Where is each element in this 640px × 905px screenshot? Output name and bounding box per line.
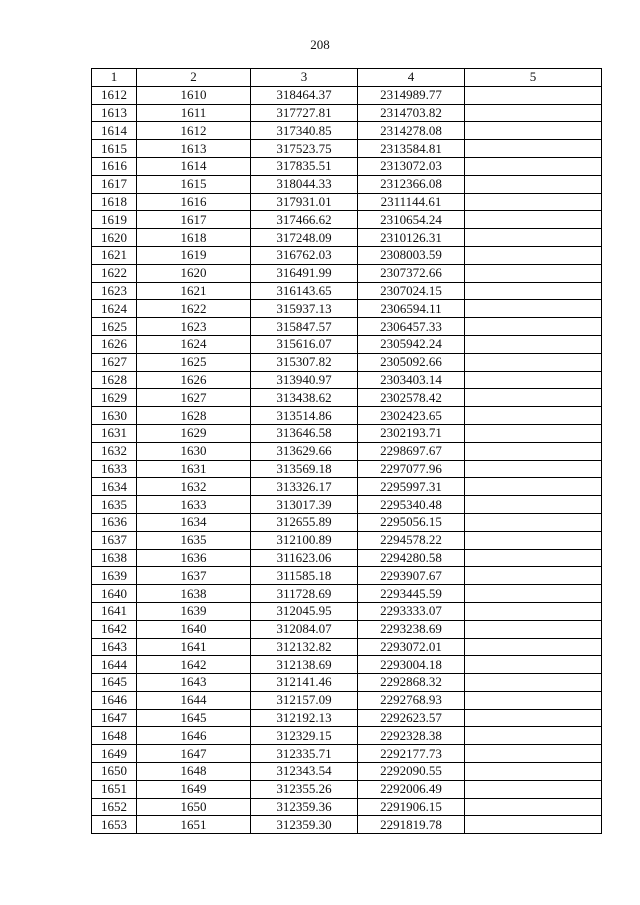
table-row [92,531,602,549]
table-cell-col-3: 312335.71 [251,745,358,763]
table-row [92,460,602,478]
table-cell-col-3: 313569.18 [251,460,358,478]
table-cell-col-2: 1620 [137,264,251,282]
table-cell-col-1: 1645 [92,674,137,692]
table-cell-col-4: 2292006.49 [358,780,465,798]
table-cell-col-3: 317931.01 [251,193,358,211]
table-cell-col-1: 1652 [92,798,137,816]
table-cell-col-5 [465,780,602,798]
table-cell-col-1: 1642 [92,620,137,638]
table-cell-col-4: 2314989.77 [358,86,465,104]
table-cell-col-5 [465,104,602,122]
table-cell-col-1: 1651 [92,780,137,798]
table-cell-col-4: 2302193.71 [358,424,465,442]
table-cell-col-1: 1615 [92,140,137,158]
table-cell-col-3: 312359.30 [251,816,358,834]
table-cell-col-4: 2314278.08 [358,122,465,140]
table-cell-col-3: 312138.69 [251,656,358,674]
table-cell-col-4: 2292868.32 [358,674,465,692]
table-cell-col-3: 311728.69 [251,585,358,603]
table-row [92,157,602,175]
table-cell-col-2: 1615 [137,175,251,193]
table-cell-col-1: 1640 [92,585,137,603]
table-cell-col-2: 1629 [137,424,251,442]
table-cell-col-4: 2305942.24 [358,335,465,353]
table-cell-col-5 [465,318,602,336]
table-cell-col-4: 2311144.61 [358,193,465,211]
table-cell-col-2: 1610 [137,86,251,104]
table-row [92,424,602,442]
table-cell-col-3: 312157.09 [251,691,358,709]
table-cell-col-2: 1612 [137,122,251,140]
table-cell-col-4: 2293004.18 [358,656,465,674]
table-cell-col-3: 315307.82 [251,353,358,371]
table-cell-col-3: 312355.26 [251,780,358,798]
page-number: 208 [310,37,330,52]
table-cell-col-3: 317248.09 [251,229,358,247]
table-cell-col-4: 2291906.15 [358,798,465,816]
table-cell-col-2: 1621 [137,282,251,300]
table-cell-col-3: 316762.03 [251,246,358,264]
table-row [92,496,602,514]
table-cell-col-4: 2307372.66 [358,264,465,282]
table-cell-col-4: 2292768.93 [358,691,465,709]
table-cell-col-1: 1636 [92,513,137,531]
table-cell-col-1: 1631 [92,424,137,442]
table-row [92,122,602,140]
table-cell-col-3: 313017.39 [251,496,358,514]
table-cell-col-1: 1630 [92,407,137,425]
table-cell-col-2: 1646 [137,727,251,745]
table-cell-col-5 [465,656,602,674]
table-cell-col-4: 2306594.11 [358,300,465,318]
table-row [92,211,602,229]
table-cell-col-5 [465,335,602,353]
table-row [92,264,602,282]
table-cell-col-4: 2293238.69 [358,620,465,638]
table-cell-col-5 [465,549,602,567]
header-row [92,69,602,87]
table-cell-col-5 [465,175,602,193]
table-row [92,585,602,603]
table-row [92,442,602,460]
table-row [92,86,602,104]
table-cell-col-2: 1640 [137,620,251,638]
table-cell-col-5 [465,371,602,389]
table-cell-col-2: 1625 [137,353,251,371]
table-cell-col-2: 1639 [137,602,251,620]
table-cell-col-2: 1635 [137,531,251,549]
table-cell-col-3: 312084.07 [251,620,358,638]
table-cell-col-5 [465,460,602,478]
table-cell-col-2: 1649 [137,780,251,798]
table-row [92,745,602,763]
header-cell-5: 5 [465,69,602,87]
table-cell-col-4: 2292623.57 [358,709,465,727]
table-cell-col-2: 1644 [137,691,251,709]
table-cell-col-5 [465,691,602,709]
table-cell-col-3: 313438.62 [251,389,358,407]
table-row [92,727,602,745]
header-cell-2: 2 [137,69,251,87]
table-cell-col-5 [465,709,602,727]
table-cell-col-2: 1617 [137,211,251,229]
table-cell-col-4: 2313584.81 [358,140,465,158]
table-cell-col-2: 1637 [137,567,251,585]
table-cell-col-5 [465,602,602,620]
table-cell-col-3: 313326.17 [251,478,358,496]
table-cell-col-5 [465,157,602,175]
table-row [92,300,602,318]
table-cell-col-5 [465,424,602,442]
table-cell-col-4: 2302578.42 [358,389,465,407]
table-cell-col-4: 2312366.08 [358,175,465,193]
table-cell-col-3: 316491.99 [251,264,358,282]
table-cell-col-1: 1613 [92,104,137,122]
table-cell-col-5 [465,246,602,264]
table-cell-col-4: 2292090.55 [358,763,465,781]
table-cell-col-5 [465,229,602,247]
table-row [92,104,602,122]
table-cell-col-5 [465,264,602,282]
table-cell-col-1: 1617 [92,175,137,193]
table-cell-col-2: 1631 [137,460,251,478]
table-cell-col-1: 1653 [92,816,137,834]
table-row [92,709,602,727]
table-cell-col-4: 2292328.38 [358,727,465,745]
table-cell-col-5 [465,798,602,816]
table-cell-col-1: 1612 [92,86,137,104]
table-cell-col-2: 1614 [137,157,251,175]
table-cell-col-3: 312100.89 [251,531,358,549]
table-cell-col-2: 1628 [137,407,251,425]
table-cell-col-1: 1634 [92,478,137,496]
table-row [92,549,602,567]
table-cell-col-5 [465,513,602,531]
table-cell-col-1: 1648 [92,727,137,745]
table-cell-col-2: 1638 [137,585,251,603]
table-cell-col-4: 2294578.22 [358,531,465,549]
table-cell-col-1: 1649 [92,745,137,763]
table-cell-col-3: 317835.51 [251,157,358,175]
table-cell-col-3: 317523.75 [251,140,358,158]
table-cell-col-4: 2298697.67 [358,442,465,460]
table-row [92,246,602,264]
table-cell-col-4: 2291819.78 [358,816,465,834]
table-cell-col-5 [465,122,602,140]
table-cell-col-4: 2294280.58 [358,549,465,567]
table-cell-col-5 [465,140,602,158]
table-cell-col-3: 312141.46 [251,674,358,692]
table-cell-col-5 [465,442,602,460]
table-cell-col-3: 317340.85 [251,122,358,140]
table-row [92,798,602,816]
table-cell-col-4: 2295340.48 [358,496,465,514]
table-cell-col-5 [465,211,602,229]
table-cell-col-2: 1632 [137,478,251,496]
table-cell-col-2: 1647 [137,745,251,763]
table-cell-col-5 [465,531,602,549]
table-cell-col-1: 1633 [92,460,137,478]
table-cell-col-1: 1637 [92,531,137,549]
table-cell-col-2: 1633 [137,496,251,514]
table-row [92,389,602,407]
table-cell-col-3: 311623.06 [251,549,358,567]
table-cell-col-3: 313646.58 [251,424,358,442]
coordinates-table [91,68,602,834]
table-row [92,780,602,798]
table-cell-col-5 [465,727,602,745]
table-cell-col-4: 2303403.14 [358,371,465,389]
table-cell-col-4: 2295997.31 [358,478,465,496]
table-cell-col-3: 317466.62 [251,211,358,229]
table-row [92,638,602,656]
table-cell-col-3: 312045.95 [251,602,358,620]
table-cell-col-1: 1614 [92,122,137,140]
table-cell-col-1: 1643 [92,638,137,656]
table-cell-col-1: 1624 [92,300,137,318]
table-row [92,353,602,371]
table-cell-col-2: 1651 [137,816,251,834]
table-cell-col-2: 1622 [137,300,251,318]
table-cell-col-1: 1618 [92,193,137,211]
table-row [92,371,602,389]
table-row [92,691,602,709]
table-cell-col-5 [465,620,602,638]
table-cell-col-3: 311585.18 [251,567,358,585]
table-cell-col-5 [465,638,602,656]
table-cell-col-3: 318464.37 [251,86,358,104]
table-cell-col-1: 1627 [92,353,137,371]
table-cell-col-1: 1628 [92,371,137,389]
table-row [92,674,602,692]
table-cell-col-5 [465,585,602,603]
table-cell-col-2: 1624 [137,335,251,353]
table-cell-col-1: 1619 [92,211,137,229]
table-cell-col-4: 2314703.82 [358,104,465,122]
table-cell-col-5 [465,353,602,371]
table-cell-col-4: 2297077.96 [358,460,465,478]
table-row [92,620,602,638]
table-row [92,602,602,620]
table-cell-col-4: 2293072.01 [358,638,465,656]
table-cell-col-1: 1650 [92,763,137,781]
table-cell-col-3: 313629.66 [251,442,358,460]
table-cell-col-2: 1645 [137,709,251,727]
table-cell-col-3: 315847.57 [251,318,358,336]
table-cell-col-1: 1616 [92,157,137,175]
table-cell-col-3: 315616.07 [251,335,358,353]
table-row [92,513,602,531]
table-cell-col-2: 1611 [137,104,251,122]
table-cell-col-2: 1634 [137,513,251,531]
table-cell-col-4: 2313072.03 [358,157,465,175]
table-cell-col-5 [465,496,602,514]
table-cell-col-4: 2293907.67 [358,567,465,585]
table-cell-col-3: 316143.65 [251,282,358,300]
table-cell-col-4: 2310126.31 [358,229,465,247]
table-cell-col-1: 1638 [92,549,137,567]
table-cell-col-5 [465,816,602,834]
table-cell-col-4: 2293445.59 [358,585,465,603]
table-cell-col-1: 1623 [92,282,137,300]
table-cell-col-1: 1626 [92,335,137,353]
table-cell-col-4: 2306457.33 [358,318,465,336]
table-cell-col-4: 2307024.15 [358,282,465,300]
table-cell-col-1: 1635 [92,496,137,514]
table-cell-col-2: 1641 [137,638,251,656]
table-cell-col-3: 313940.97 [251,371,358,389]
table-cell-col-1: 1621 [92,246,137,264]
table-cell-col-2: 1643 [137,674,251,692]
table-cell-col-1: 1644 [92,656,137,674]
table-row [92,335,602,353]
table-row [92,478,602,496]
table-cell-col-2: 1650 [137,798,251,816]
table-cell-col-4: 2295056.15 [358,513,465,531]
table-cell-col-3: 317727.81 [251,104,358,122]
table-cell-col-1: 1622 [92,264,137,282]
table-cell-col-2: 1616 [137,193,251,211]
table-cell-col-5 [465,745,602,763]
table-row [92,656,602,674]
table-row [92,175,602,193]
table-row [92,140,602,158]
table-cell-col-2: 1648 [137,763,251,781]
table-cell-col-5 [465,300,602,318]
table-cell-col-5 [465,567,602,585]
table-cell-col-5 [465,407,602,425]
table-cell-col-4: 2310654.24 [358,211,465,229]
table-cell-col-5 [465,674,602,692]
table-cell-col-1: 1632 [92,442,137,460]
table-cell-col-1: 1629 [92,389,137,407]
table-cell-col-2: 1613 [137,140,251,158]
table-cell-col-5 [465,193,602,211]
table-cell-col-1: 1646 [92,691,137,709]
table-cell-col-2: 1642 [137,656,251,674]
table-cell-col-3: 312343.54 [251,763,358,781]
table-row [92,567,602,585]
table-cell-col-3: 313514.86 [251,407,358,425]
table-cell-col-4: 2293333.07 [358,602,465,620]
table-cell-col-2: 1636 [137,549,251,567]
table-cell-col-4: 2302423.65 [358,407,465,425]
table-cell-col-5 [465,478,602,496]
table-cell-col-5 [465,389,602,407]
table-row [92,816,602,834]
table-cell-col-1: 1647 [92,709,137,727]
table-cell-col-1: 1625 [92,318,137,336]
table-cell-col-2: 1623 [137,318,251,336]
table-cell-col-2: 1627 [137,389,251,407]
table-cell-col-4: 2308003.59 [358,246,465,264]
table-cell-col-3: 312132.82 [251,638,358,656]
table-cell-col-4: 2292177.73 [358,745,465,763]
table-cell-col-1: 1620 [92,229,137,247]
table-row [92,193,602,211]
table-cell-col-3: 312655.89 [251,513,358,531]
header-cell-4: 4 [358,69,465,87]
table-cell-col-3: 315937.13 [251,300,358,318]
table-cell-col-3: 312192.13 [251,709,358,727]
table-body [92,86,602,833]
table-cell-col-5 [465,86,602,104]
table-cell-col-2: 1618 [137,229,251,247]
table-cell-col-5 [465,763,602,781]
table-cell-col-3: 318044.33 [251,175,358,193]
table-cell-col-3: 312329.15 [251,727,358,745]
table-row [92,282,602,300]
table-cell-col-5 [465,282,602,300]
table-cell-col-4: 2305092.66 [358,353,465,371]
table-row [92,407,602,425]
table-cell-col-2: 1619 [137,246,251,264]
table-row [92,229,602,247]
table-row [92,763,602,781]
table-cell-col-1: 1639 [92,567,137,585]
table-cell-col-2: 1630 [137,442,251,460]
header-cell-3: 3 [251,69,358,87]
table-row [92,318,602,336]
table-cell-col-2: 1626 [137,371,251,389]
header-cell-1: 1 [92,69,137,87]
table-cell-col-1: 1641 [92,602,137,620]
table-cell-col-3: 312359.36 [251,798,358,816]
